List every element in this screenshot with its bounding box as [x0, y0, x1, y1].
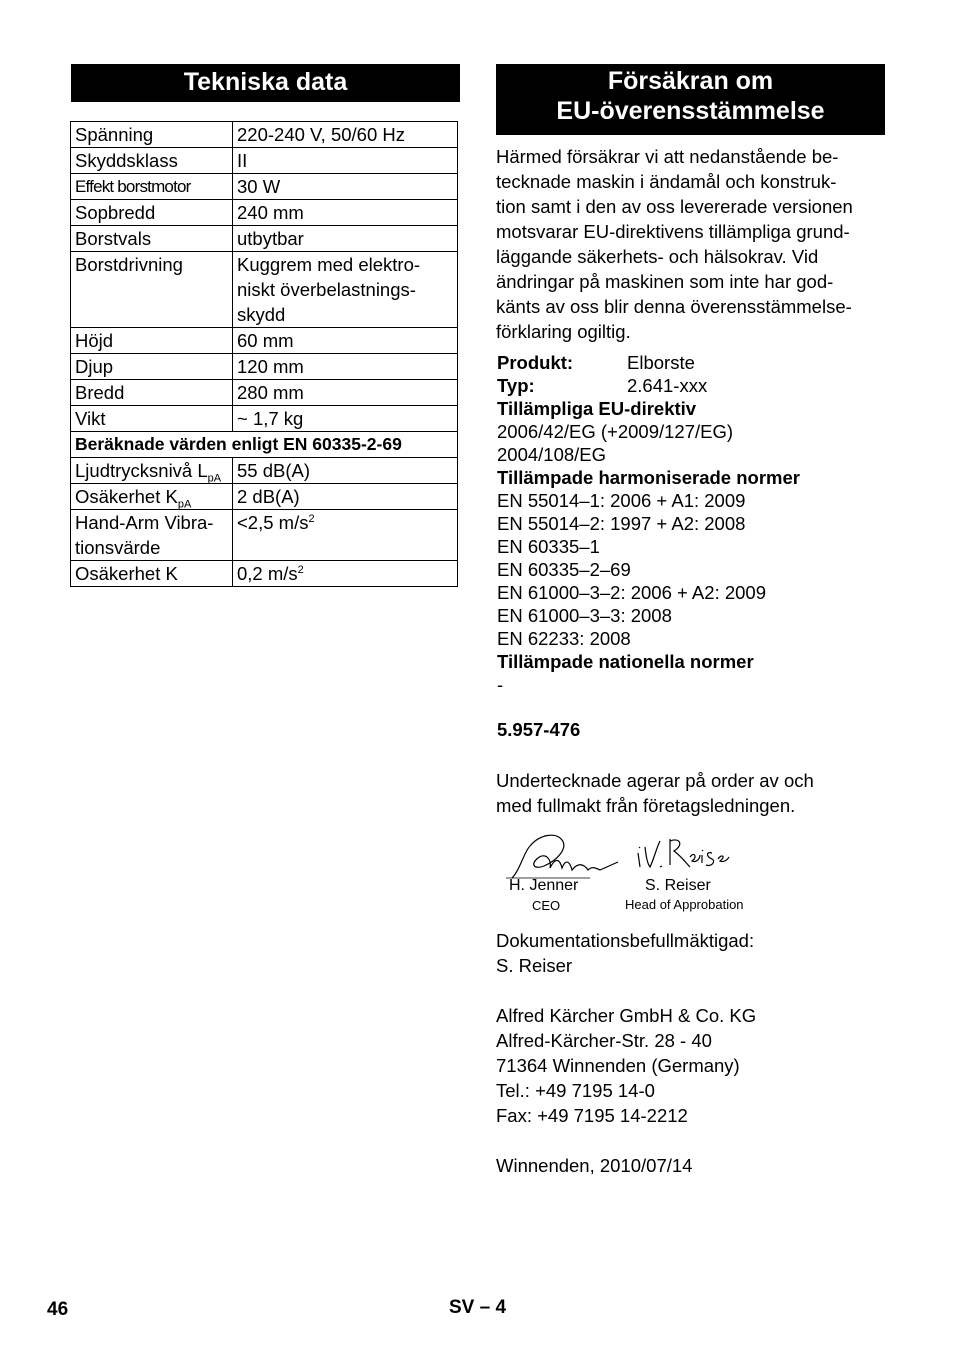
table-row — [71, 122, 458, 148]
spec-label: Sopbredd — [71, 200, 233, 226]
declaration-intro: Härmed försäkrar vi att nedanstående be- tecknade maskin i ändamål och konstruk- tion samt i den av oss levererade versionen motsvarar EU-direktivens tillämpliga grund- läggande säkerhets- och hälsokrav. Vid ändringar på maskinen som inte har god- känts av oss blir denna överensstämmelse- förklaring ogiltig. — [496, 146, 853, 342]
signatory-title: CEO — [532, 898, 561, 913]
superscript: 2 — [308, 512, 315, 525]
calc-values-heading: Beräknade värden enligt EN 60335-2-69 — [71, 432, 458, 458]
page-code — [449, 1297, 506, 1319]
vibration-uncertainty-value: 0,2 m/s — [237, 563, 298, 584]
norm-item: EN 55014–1: 2006 + A1: 2009 — [497, 490, 746, 511]
spec-value — [233, 510, 458, 561]
table-row — [71, 510, 458, 561]
type-row — [497, 374, 889, 397]
spec-label: Spänning — [71, 122, 233, 148]
norm-item: EN 60335–1 — [497, 536, 600, 557]
part-number: 5.957-476 — [497, 719, 581, 740]
spec-label: Borstvals — [71, 226, 233, 252]
product-row — [497, 351, 889, 374]
product-value: Elborste — [627, 352, 695, 373]
signatory-title: Head of Approbation — [625, 897, 744, 912]
product-info — [497, 351, 889, 696]
table-row — [71, 432, 458, 458]
vibration-value: <2,5 m/s — [237, 512, 309, 533]
declaration-heading — [496, 64, 885, 135]
table-row — [71, 252, 458, 328]
spec-label: Höjd — [71, 328, 233, 354]
norms-heading: Tillämpade harmoniserade normer — [497, 467, 800, 488]
spec-value: 30 W — [233, 174, 458, 200]
spec-value: II — [233, 148, 458, 174]
spec-value: utbytbar — [233, 226, 458, 252]
national-norms-heading: Tillämpade nationella normer — [497, 651, 754, 672]
norm-item: EN 61000–3–2: 2006 + A2: 2009 — [497, 582, 766, 603]
table-row — [71, 380, 458, 406]
place-date: Winnenden, 2010/07/14 — [496, 1155, 693, 1176]
spec-value — [233, 561, 458, 587]
documentation-officer — [496, 928, 888, 978]
signatory-name: H. Jenner — [509, 877, 579, 894]
spec-value: 120 mm — [233, 354, 458, 380]
type-value: 2.641-xxx — [627, 375, 708, 396]
spec-label: Osäkerhet K — [71, 561, 233, 587]
table-row — [71, 354, 458, 380]
directive-item: 2004/108/EG — [497, 444, 607, 465]
norm-item: EN 60335–2–69 — [497, 559, 631, 580]
signature-jenner — [500, 826, 625, 884]
table-row — [71, 561, 458, 587]
superscript: 2 — [297, 563, 304, 576]
spec-label: Skyddsklass — [71, 148, 233, 174]
company-address: Alfred Kärcher GmbH & Co. KG Alfred-Kärcher-Str. 28 - 40 71364 Winnenden (Germany) Tel.: +49 7195 14-0 Fax: +49 7195 14-2212 — [496, 1005, 757, 1126]
subscript: pA — [207, 472, 222, 485]
product-label: Produkt: — [497, 352, 574, 373]
spec-value: 220-240 V, 50/60 Hz — [233, 122, 458, 148]
table-row — [71, 200, 458, 226]
page-suffix: – 4 — [479, 1297, 507, 1318]
spec-label: Borstdrivning — [71, 252, 233, 328]
spec-value: ~ 1,7 kg — [233, 406, 458, 432]
signature-reiser — [632, 833, 732, 875]
table-row — [71, 148, 458, 174]
uncertainty-label: Osäkerhet K — [75, 486, 178, 507]
sound-pressure-label: Ljudtrycksnivå L — [75, 460, 208, 481]
technical-data-heading: Tekniska data — [71, 64, 460, 102]
spec-label: Bredd — [71, 380, 233, 406]
type-label: Typ: — [497, 375, 535, 396]
spec-label — [71, 458, 233, 484]
directives-heading: Tillämpliga EU-direktiv — [497, 398, 697, 419]
spec-value: 60 mm — [233, 328, 458, 354]
spec-label: Vikt — [71, 406, 233, 432]
signatory-name: S. Reiser — [645, 877, 711, 894]
declaration-heading-line1: Försäkran om — [607, 67, 774, 95]
page-number: 46 — [47, 1299, 69, 1320]
table-row — [71, 226, 458, 252]
doc-officer-label: Dokumentationsbefullmäktigad: — [496, 930, 755, 951]
table-row — [71, 174, 458, 200]
table-row — [71, 458, 458, 484]
table-row — [71, 484, 458, 510]
national-norms-value: - — [497, 674, 504, 695]
table-row — [71, 406, 458, 432]
spec-label: Effekt borstmotor — [71, 174, 233, 200]
declaration-heading-line2: EU-överensstämmelse — [556, 97, 825, 125]
norm-item: EN 62233: 2008 — [497, 628, 631, 649]
spec-label: Hand-Arm Vibra- tionsvärde — [71, 510, 233, 561]
spec-value: 2 dB(A) — [233, 484, 458, 510]
spec-label — [71, 484, 233, 510]
spec-value: 240 mm — [233, 200, 458, 226]
norm-item: EN 55014–2: 1997 + A2: 2008 — [497, 513, 746, 534]
table-row — [71, 328, 458, 354]
technical-data-table — [70, 121, 458, 587]
subscript: pA — [177, 498, 192, 511]
signed-statement: Undertecknade agerar på order av och med fullmakt från företagsledningen. — [496, 770, 814, 816]
spec-label: Djup — [71, 354, 233, 380]
directive-item: 2006/42/EG (+2009/127/EG) — [497, 421, 734, 442]
norm-item: EN 61000–3–3: 2008 — [497, 605, 672, 626]
spec-value: 280 mm — [233, 380, 458, 406]
doc-officer-name: S. Reiser — [496, 955, 573, 976]
spec-value: Kuggrem med elektro- niskt överbelastnings- skydd — [233, 252, 458, 328]
language-code: SV — [449, 1297, 475, 1318]
spec-value: 55 dB(A) — [233, 458, 458, 484]
